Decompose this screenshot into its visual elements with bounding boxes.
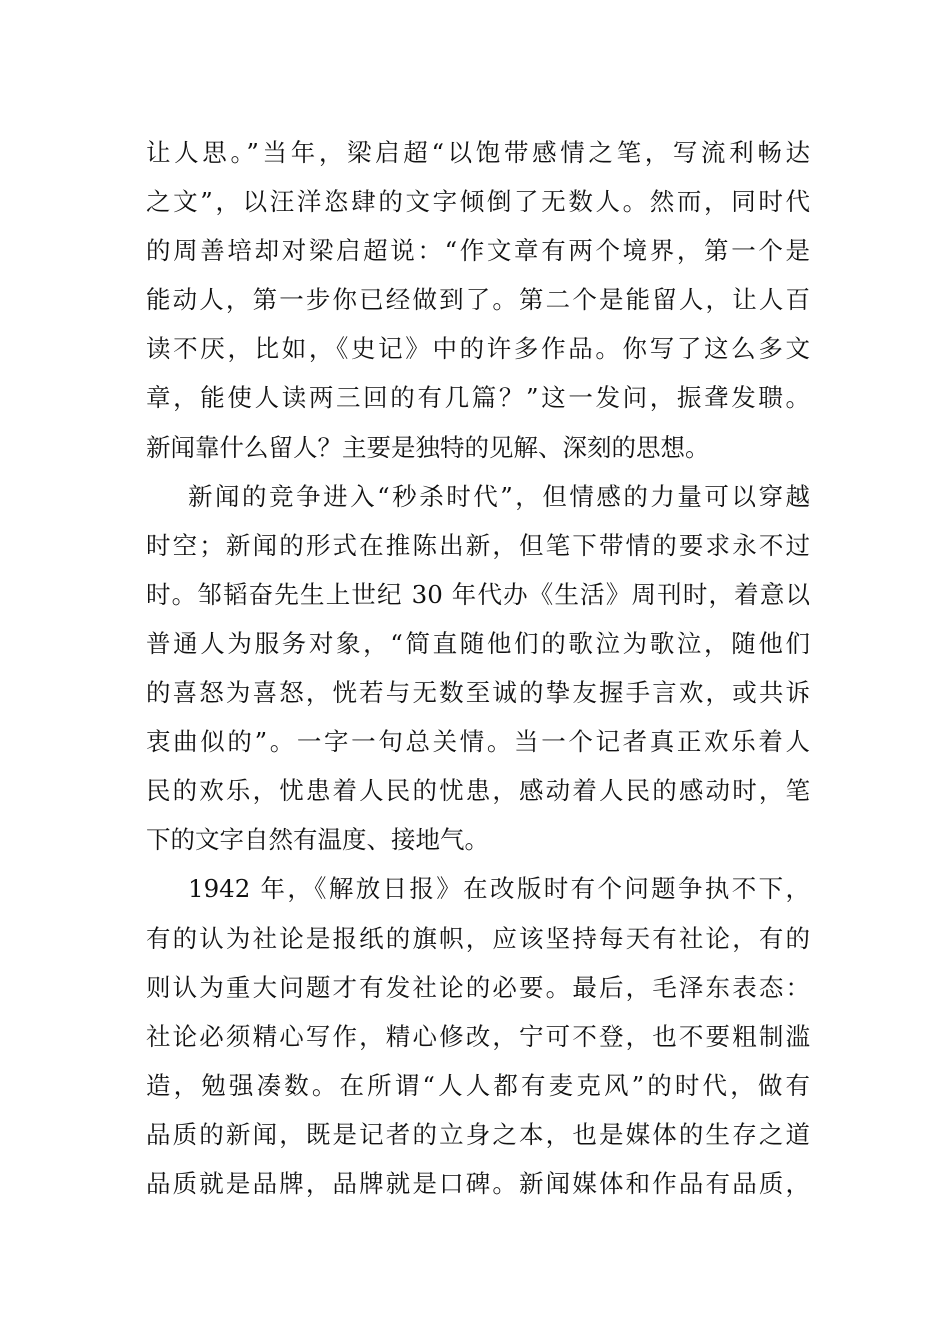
text-line: 之文”，以汪洋恣肆的文字倾倒了无数人。然而，同时代 bbox=[146, 187, 810, 217]
text-line: 品质的新闻，既是记者的立身之本，也是媒体的生存之道 bbox=[146, 1119, 810, 1149]
text-line: 有的认为社论是报纸的旗帜，应该坚持每天有社论，有的 bbox=[146, 923, 810, 953]
text-line: 时。邹韬奋先生上世纪 30 年代办《生活》周刊时，着意以 bbox=[146, 579, 810, 609]
text-line: 民的欢乐，忧患着人民的忧患，感动着人民的感动时，笔 bbox=[146, 776, 810, 806]
text-line: 普通人为服务对象，“简直随他们的歌泣为歌泣，随他们 bbox=[146, 628, 810, 658]
text-line: 造，勉强凑数。在所谓“人人都有麦克风”的时代，做有 bbox=[146, 1070, 810, 1100]
text-line: 能动人，第一步你已经做到了。第二个是能留人，让人百 bbox=[146, 285, 810, 315]
text-line: 读不厌，比如，《史记》中的许多作品。你写了这么多文 bbox=[146, 334, 810, 364]
text-line: 社论必须精心写作，精心修改，宁可不登，也不要粗制滥 bbox=[146, 1021, 810, 1051]
text-line: 新闻的竞争进入“秒杀时代”，但情感的力量可以穿越 bbox=[188, 481, 810, 511]
text-line: 的喜怒为喜怒，恍若与无数至诚的挚友握手言欢，或共诉 bbox=[146, 678, 810, 708]
text-line: 让人思。”当年，梁启超“以饱带感情之笔，写流利畅达 bbox=[146, 138, 810, 167]
text-line: 1942 年，《解放日报》在改版时有个问题争执不下， bbox=[188, 874, 810, 904]
text-line: 品质就是品牌，品牌就是口碑。新闻媒体和作品有品质， bbox=[146, 1168, 810, 1198]
text-line: 下的文字自然有温度、接地气。 bbox=[146, 825, 489, 855]
article-body bbox=[146, 128, 810, 1208]
text-line: 时空；新闻的形式在推陈出新，但笔下带情的要求永不过 bbox=[146, 530, 810, 560]
text-line: 的周善培却对梁启超说：“作文章有两个境界，第一个是 bbox=[146, 236, 810, 266]
text-line: 新闻靠什么留人？主要是独特的见解、深刻的思想。 bbox=[146, 432, 710, 462]
text-line: 章，能使人读两三回的有几篇？”这一发问，振聋发聩。 bbox=[146, 383, 810, 413]
text-line: 衷曲似的”。一字一句总关情。当一个记者真正欢乐着人 bbox=[146, 727, 810, 757]
text-line: 则认为重大问题才有发社论的必要。最后，毛泽东表态： bbox=[146, 972, 810, 1002]
